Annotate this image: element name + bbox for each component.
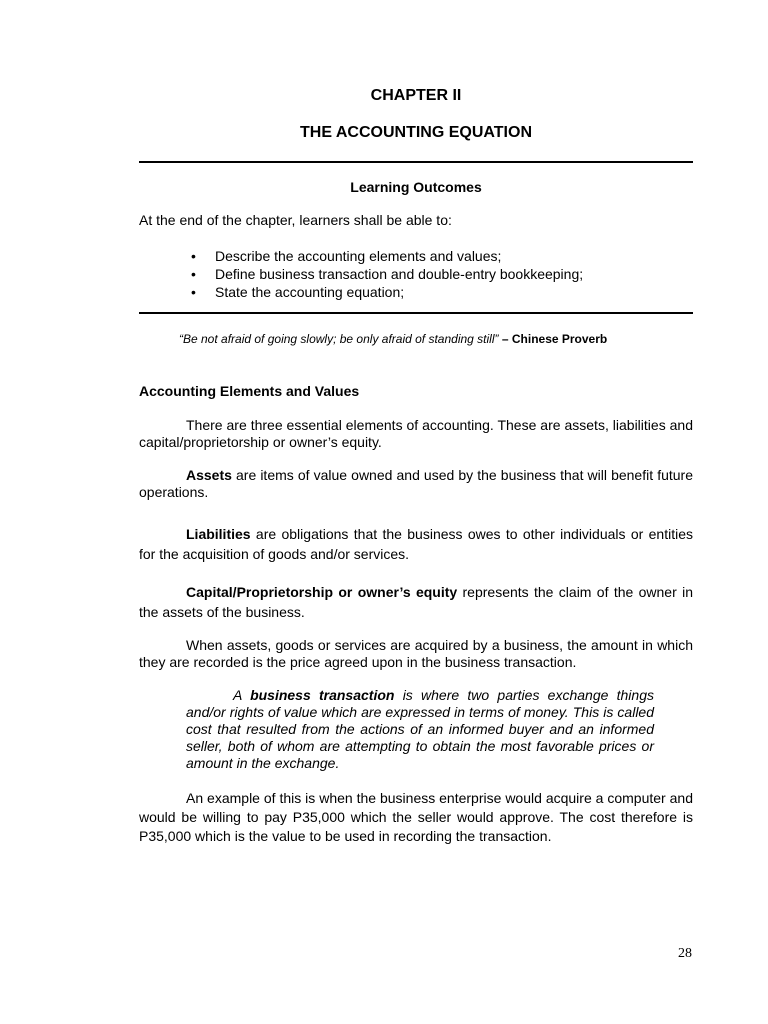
learning-outcomes-heading: Learning Outcomes [350, 179, 482, 195]
paragraph-liabilities [139, 524, 693, 564]
paragraph-assets [139, 467, 693, 501]
chapter-label: CHAPTER II [370, 87, 462, 104]
outcome-item: • Describe the accounting elements and values; [215, 247, 583, 265]
top-rule [139, 161, 693, 163]
term-assets: Assets [186, 467, 232, 483]
chapter-title: THE ACCOUNTING EQUATION [300, 124, 532, 141]
block-prefix: A [233, 687, 251, 703]
outcome-item: • State the accounting equation; [215, 283, 583, 301]
business-transaction-definition [186, 687, 654, 772]
learning-outcomes-intro: At the end of the chapter, learners shall be able to: [139, 212, 452, 228]
assets-definition: are items of value owned and used by the business that will benefit future operations. [139, 467, 693, 500]
bottom-rule [139, 312, 693, 314]
learning-outcomes-list [139, 247, 583, 301]
section-heading: Accounting Elements and Values [139, 383, 360, 399]
paragraph-recording: When assets, goods or services are acquired by a business, the amount in which they are recorded is the price agreed upon in the business transaction. [139, 637, 693, 670]
paragraph-elements: There are three essential elements of accounting. These are assets, liabilities and capital/proprietorship or owner’s equity. [139, 417, 693, 450]
proverb-quote [179, 332, 607, 346]
capital-definition: represents the claim of the owner in the assets of the business. [139, 584, 693, 620]
term-business-transaction: business transaction [250, 687, 395, 703]
quote-dash: – [498, 332, 512, 346]
outcome-item: • Define business transaction and double-entry bookkeeping; [215, 265, 583, 283]
page-number: 28 [678, 946, 692, 961]
document-page [139, 0, 693, 1024]
quote-source: Chinese Proverb [511, 332, 608, 346]
paragraph-capital [139, 582, 693, 622]
liabilities-definition: are obligations that the business owes to other individuals or entities for the acquisition of goods and/or services. [139, 526, 693, 562]
term-liabilities: Liabilities [186, 526, 251, 542]
term-capital: Capital/Proprietorship or owner’s equity [186, 584, 458, 600]
block-text: is where two parties exchange things and/or rights of value which are expressed in terms of money. This is called cost that resulted from the actions of an informed buyer and an informed seller, both of whom are attempting to obtain the most favorable prices or amount in the exchange. [186, 687, 654, 771]
quote-text: “Be not afraid of going slowly; be only afraid of standing still” [179, 332, 499, 346]
paragraph-example: An example of this is when the business enterprise would acquire a computer and would be willing to pay P35,000 which the seller would approve. The cost therefore is P35,000 which is the value to be used in recording the transaction. [139, 790, 693, 844]
